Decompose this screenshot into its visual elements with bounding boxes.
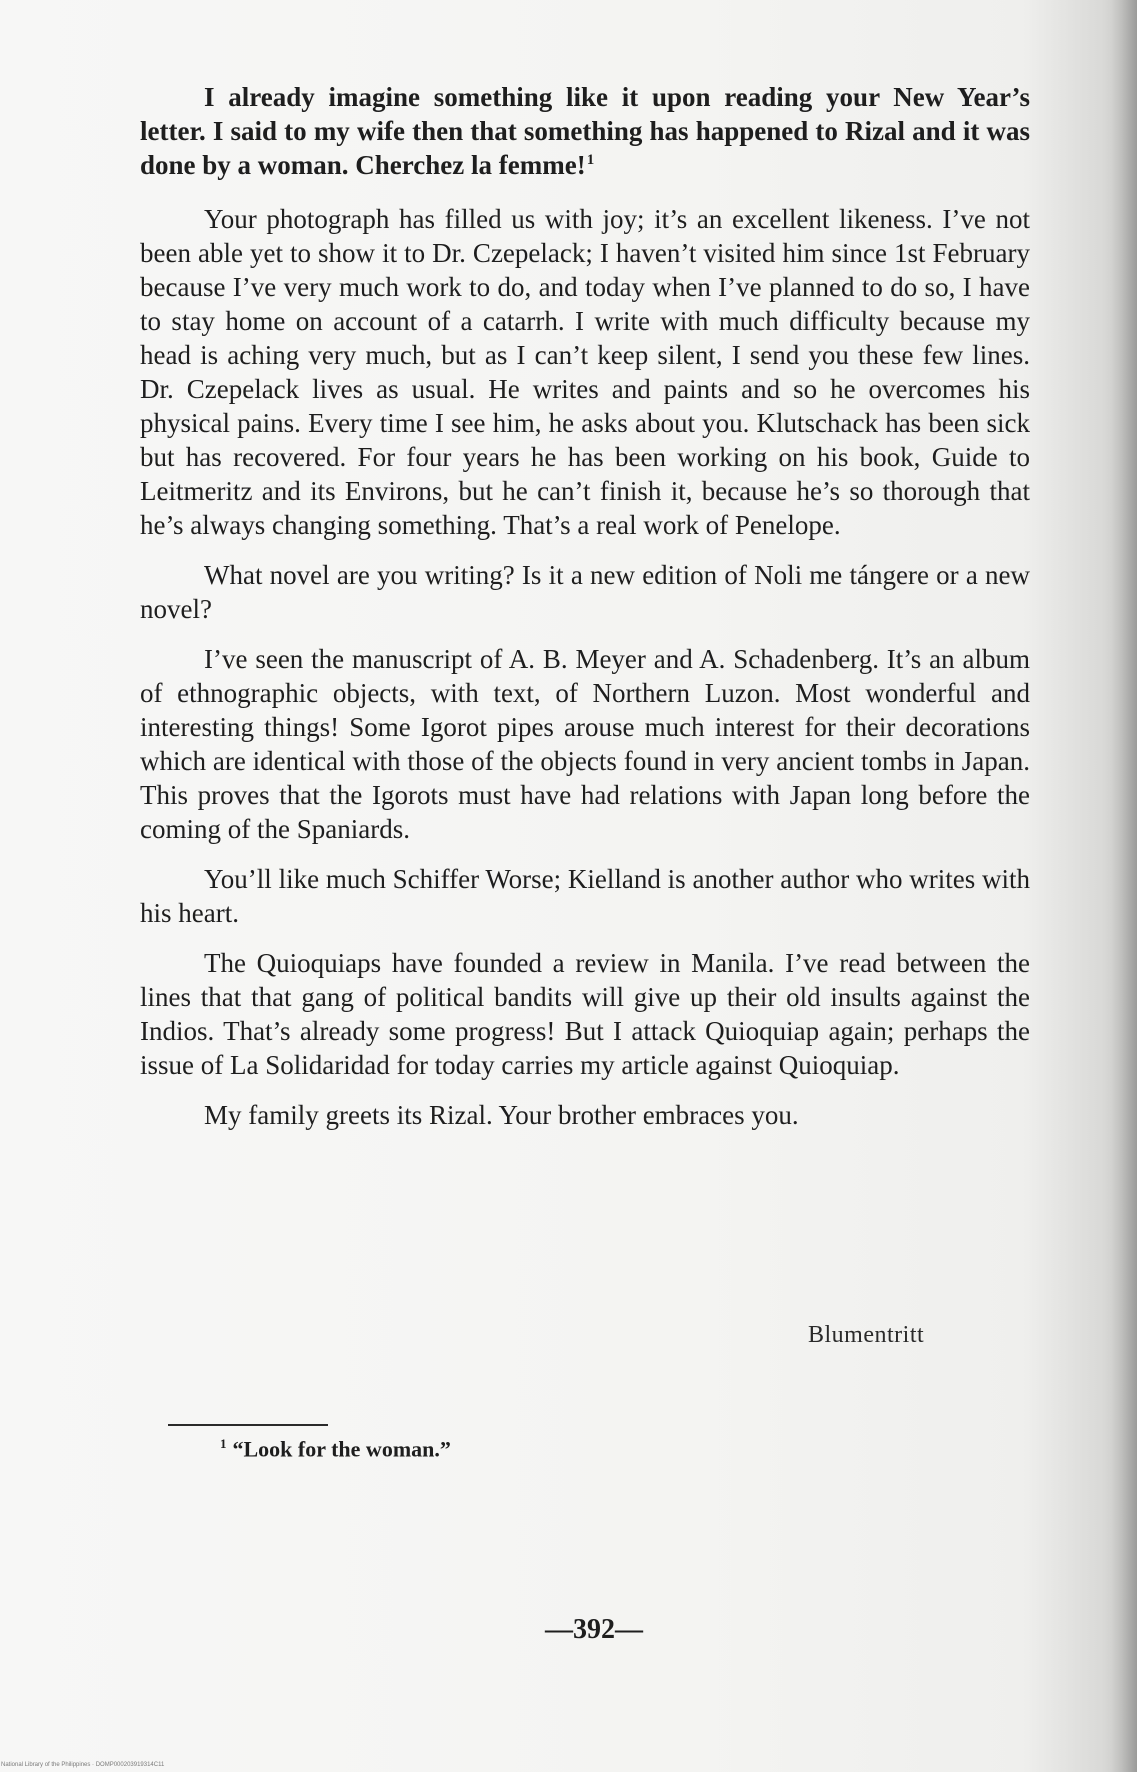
footnote bbox=[220, 1436, 451, 1462]
paragraph-6: The Quioquiaps have founded a review in Manila. I’ve read between the lines that that gang of political bandits will give up their old insults against the Indios. That’s already some progress! But I attack Quioquiap again; perhaps the issue of La Solidaridad for today carries my article against Quioquiap. bbox=[140, 948, 1030, 1080]
paragraph-3: What novel are you writing? Is it a new edition of Noli me tángere or a new novel? bbox=[140, 560, 1030, 624]
signature: Blumentritt bbox=[808, 1322, 925, 1348]
footnote-reference: 1 bbox=[586, 152, 595, 168]
footnote-divider bbox=[168, 1424, 328, 1426]
letter-body bbox=[140, 80, 1030, 1148]
paragraph-2: Your photograph has filled us with joy; it’s an excellent likeness. I’ve not been able yet to show it to Dr. Czepelack; I haven’t visited him since 1st February because I’ve very much work to do, and today when I’ve planned to do so, I have to stay home on account of a catarrh. I write with much difficulty because my head is aching very much, but as I can’t keep silent, I send you these few lines. Dr. Czepelack lives as usual. He writes and paints and so he overcomes his physical pains. Every time I see him, he asks about you. Klutschack has been sick but has recovered. For four years he has been working on his book, Guide to Leitmeritz and its Environs, but he can’t finish it, because he’s so thorough that he’s always changing something. That’s a real work of Penelope. bbox=[140, 204, 1030, 540]
paragraph-5: You’ll like much Schiffer Worse; Kielland is another author who writes with his heart. bbox=[140, 864, 1030, 928]
footnote-number: 1 bbox=[220, 1436, 227, 1451]
footnote-text: “Look for the woman.” bbox=[232, 1436, 451, 1462]
archive-credit: National Library of the Philippines · DOMP000203919314C11 bbox=[1, 1762, 165, 1768]
paragraph-1: I already imagine something like it upon reading your New Year’s letter. I said to my wife then that something has happened to Rizal and it was done by a woman. Cherchez la femme!$^1$ bbox=[140, 82, 1030, 180]
page-number: —392— bbox=[545, 1614, 643, 1645]
paragraph-4: I’ve seen the manuscript of A. B. Meyer and A. Schadenberg. It’s an album of ethnographic objects, with text, of Northern Luzon. Most wonderful and interesting things! Some Igorot pipes arouse much interest for their decorations which are identical with those of the objects found in very ancient tombs in Japan. This proves that the Igorots must have had relations with Japan long before the coming of the Spaniards. bbox=[140, 644, 1030, 844]
page-edge-shadow bbox=[1111, 0, 1137, 1772]
paragraph-7: My family greets its Rizal. Your brother embraces you. bbox=[204, 1100, 799, 1130]
